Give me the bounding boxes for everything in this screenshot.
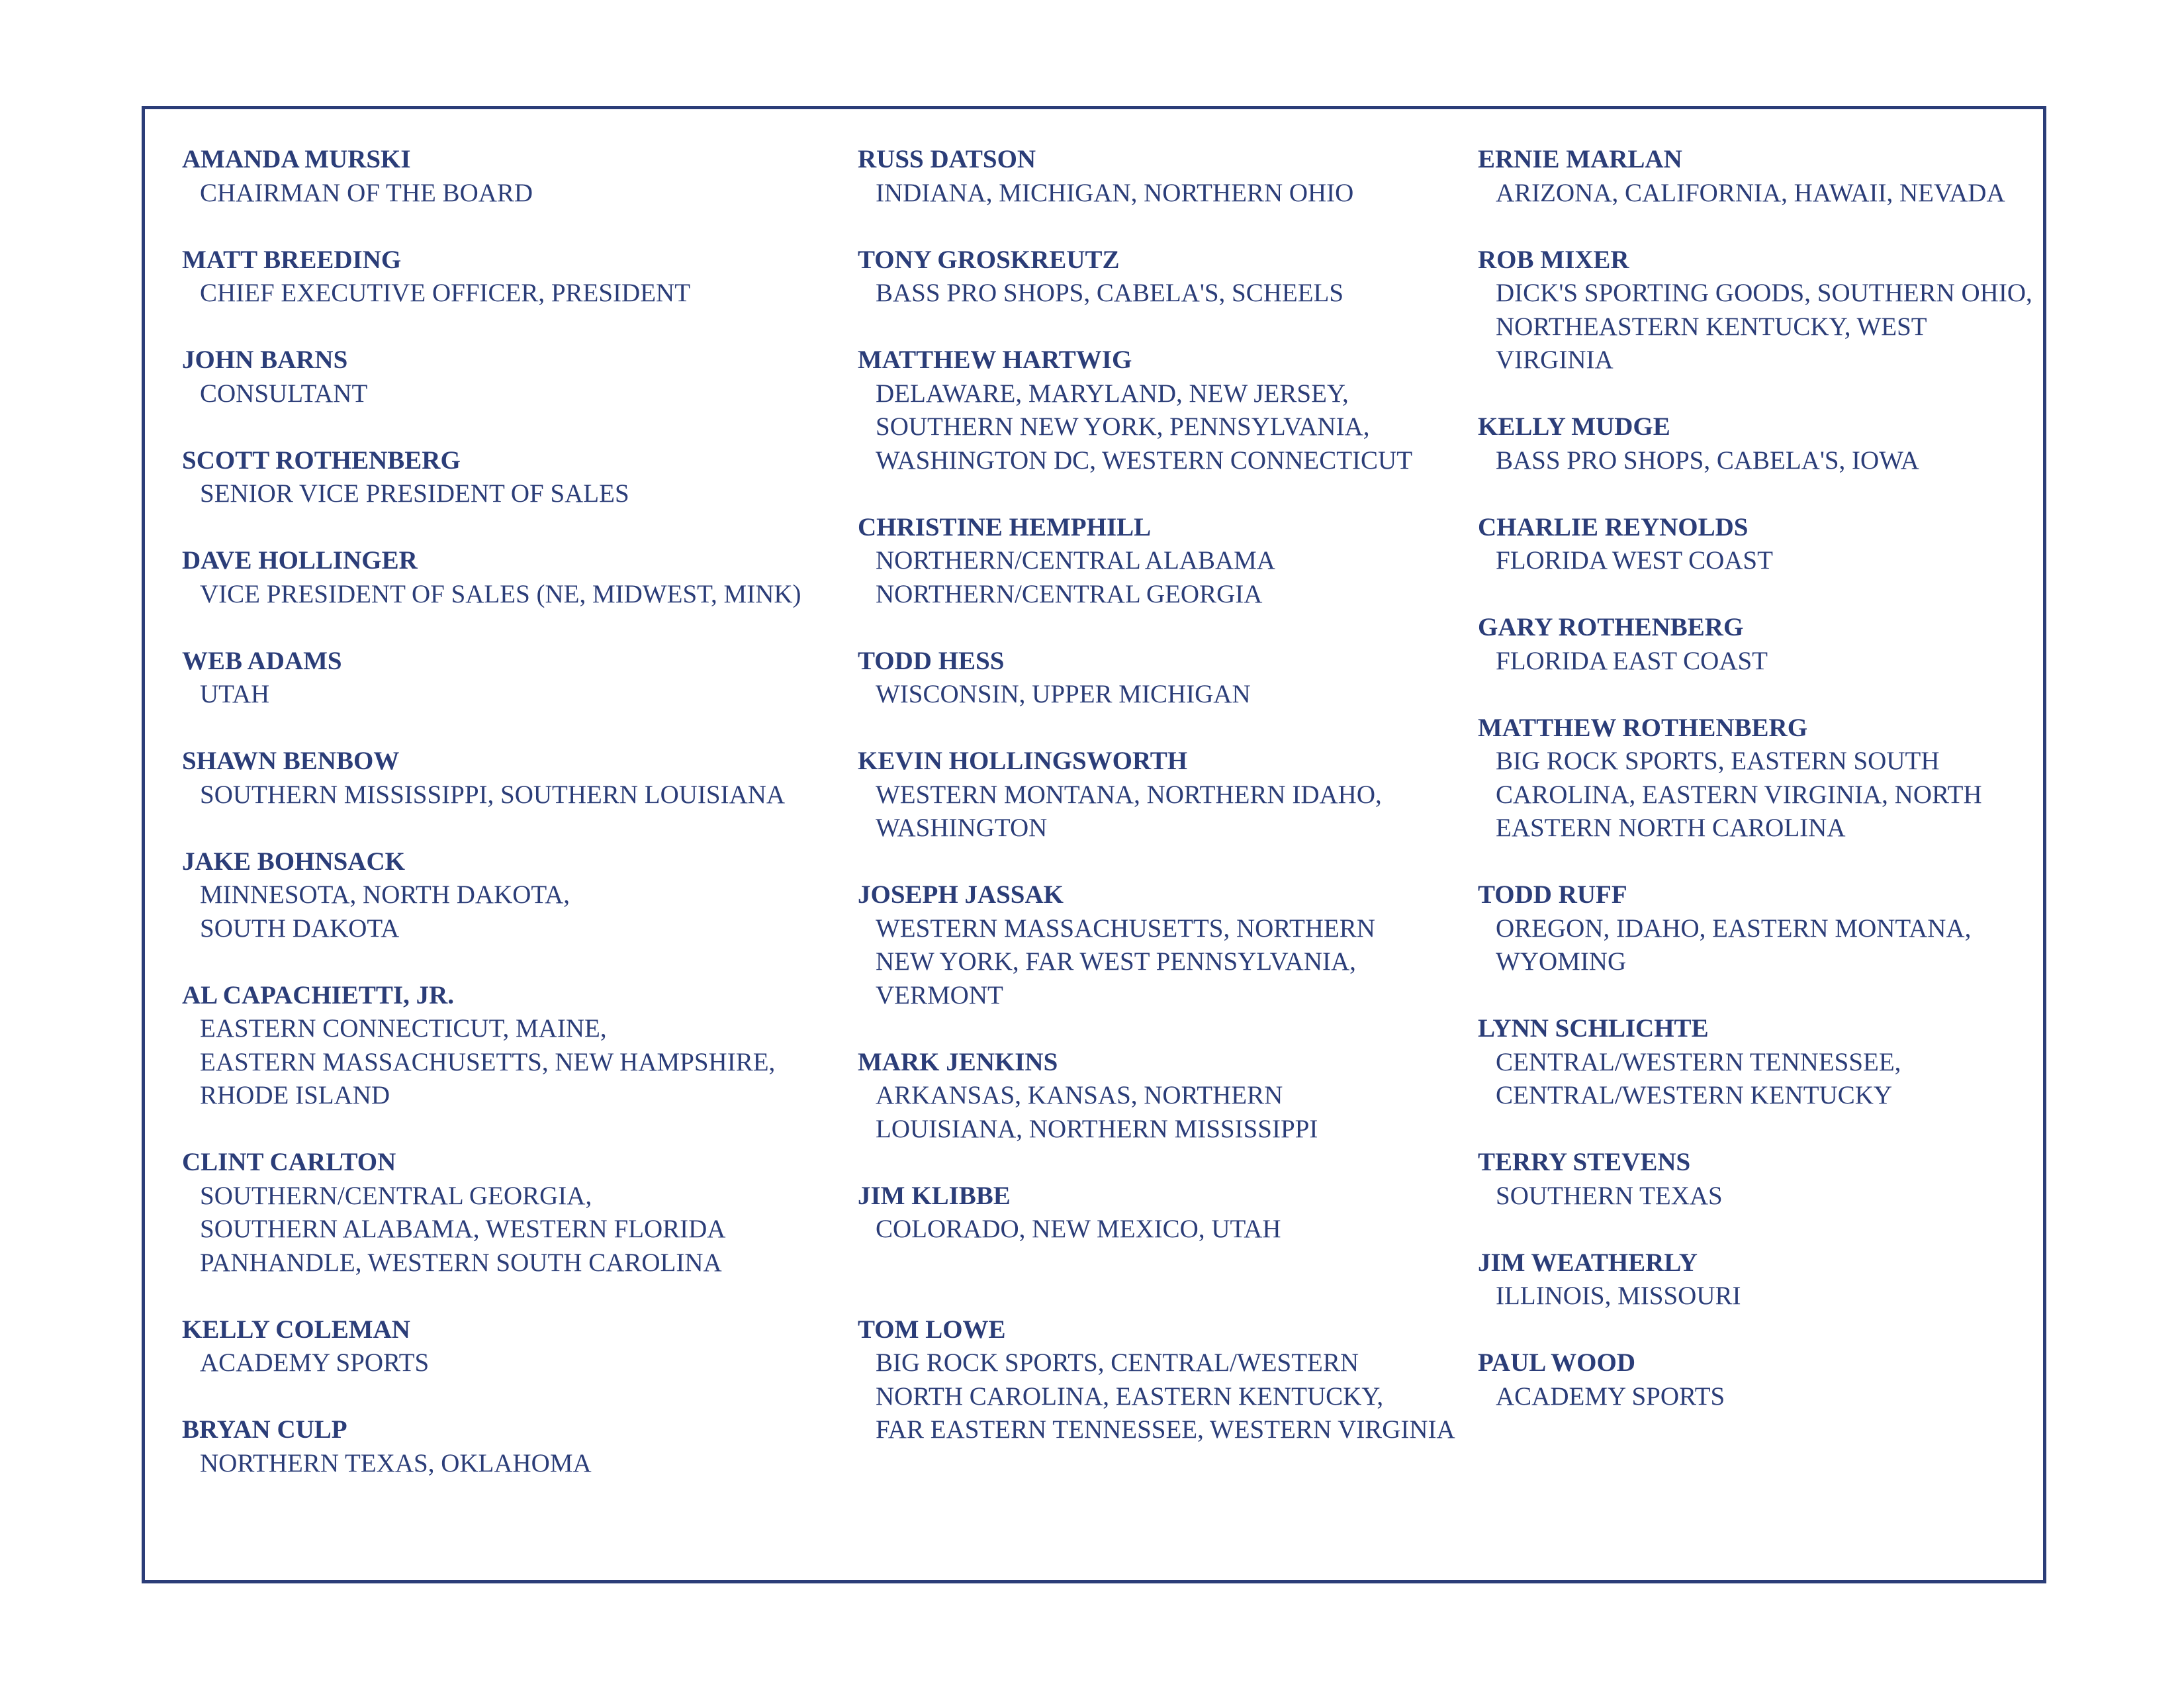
person-name: JAKE BOHNSACK bbox=[182, 847, 405, 876]
roster-entry bbox=[1478, 1012, 2032, 1113]
roster-entry bbox=[182, 1146, 801, 1280]
person-role: CHAIRMAN OF THE BOARD bbox=[200, 178, 533, 207]
person-role: ILLINOIS, MISSOURI bbox=[1496, 1282, 1741, 1310]
person-role: FLORIDA EAST COAST bbox=[1496, 646, 1768, 675]
person-role: OREGON, IDAHO, EASTERN MONTANA, WYOMING bbox=[1496, 914, 1972, 976]
person-name: GARY ROTHENBERG bbox=[1478, 613, 1744, 641]
person-role: WESTERN MONTANA, NORTHERN IDAHO, WASHINGTON bbox=[876, 780, 1382, 842]
person-name: TODD HESS bbox=[858, 646, 1005, 675]
roster-entry bbox=[1478, 143, 2032, 210]
person-name: TODD RUFF bbox=[1478, 880, 1627, 909]
roster-entry bbox=[1478, 1146, 2032, 1213]
person-name: TOM LOWE bbox=[858, 1315, 1006, 1344]
roster-entry bbox=[858, 1180, 1455, 1246]
person-name: ERNIE MARLAN bbox=[1478, 145, 1682, 173]
person-name: SCOTT ROTHENBERG bbox=[182, 445, 461, 475]
person-name: MATT BREEDING bbox=[182, 245, 402, 274]
roster-entry bbox=[1478, 878, 2032, 979]
person-role: WISCONSIN, UPPER MICHIGAN bbox=[876, 680, 1251, 708]
roster-entry bbox=[182, 244, 801, 310]
person-name: CLINT CARLTON bbox=[182, 1148, 396, 1176]
person-role: COLORADO, NEW MEXICO, UTAH bbox=[876, 1215, 1281, 1243]
person-role: MINNESOTA, NORTH DAKOTA, SOUTH DAKOTA bbox=[200, 880, 570, 943]
person-role: BIG ROCK SPORTS, EASTERN SOUTH CAROLINA, EASTERN VIRGINIA, NORTH EASTERN NORTH CAROLINA bbox=[1496, 747, 1982, 842]
person-role: UTAH bbox=[200, 680, 270, 708]
roster-entry bbox=[182, 444, 801, 511]
person-role: SOUTHERN TEXAS bbox=[1496, 1181, 1723, 1210]
roster-entry bbox=[182, 645, 801, 712]
person-role: BASS PRO SHOPS, CABELA'S, IOWA bbox=[1496, 445, 1919, 475]
person-name: CHRISTINE HEMPHILL bbox=[858, 512, 1152, 541]
roster-entry bbox=[858, 645, 1455, 712]
person-name: WEB ADAMS bbox=[182, 646, 342, 675]
person-role: DICK'S SPORTING GOODS, SOUTHERN OHIO, NORTHEASTERN KENTUCKY, WEST VIRGINIA bbox=[1496, 279, 2032, 374]
roster-entry bbox=[858, 244, 1455, 310]
person-name: JIM WEATHERLY bbox=[1478, 1248, 1698, 1277]
person-role: NORTHERN/CENTRAL ALABAMA NORTHERN/CENTRAL GEORGIA bbox=[876, 546, 1275, 608]
person-role: ARKANSAS, KANSAS, NORTHERN LOUISIANA, NORTHERN MISSISSIPPI bbox=[876, 1081, 1318, 1143]
roster-entry bbox=[182, 344, 801, 410]
person-name: KELLY COLEMAN bbox=[182, 1315, 410, 1344]
person-name: PAUL WOOD bbox=[1478, 1348, 1635, 1377]
person-name: TERRY STEVENS bbox=[1478, 1148, 1691, 1176]
person-name: KELLY MUDGE bbox=[1478, 412, 1670, 441]
person-name: KEVIN HOLLINGSWORTH bbox=[858, 747, 1188, 775]
person-role: SOUTHERN MISSISSIPPI, SOUTHERN LOUISIANA bbox=[200, 780, 786, 809]
person-role: BASS PRO SHOPS, CABELA'S, SCHEELS bbox=[876, 279, 1344, 307]
roster-entry bbox=[182, 1413, 801, 1480]
roster-entry bbox=[182, 1313, 801, 1380]
roster-entry bbox=[858, 878, 1455, 1012]
person-role: CONSULTANT bbox=[200, 379, 368, 408]
person-role: BIG ROCK SPORTS, CENTRAL/WESTERN NORTH CAROLINA, EASTERN KENTUCKY, FAR EASTERN TENNESSEE, WESTERN VIRGINIA bbox=[876, 1348, 1455, 1444]
person-role: ACADEMY SPORTS bbox=[1496, 1382, 1725, 1411]
person-role: DELAWARE, MARYLAND, NEW JERSEY, SOUTHERN NEW YORK, PENNSYLVANIA, WASHINGTON DC, WESTERN CONNECTICUT bbox=[876, 379, 1413, 475]
person-role: WESTERN MASSACHUSETTS, NORTHERN NEW YORK, FAR WEST PENNSYLVANIA, VERMONT bbox=[876, 914, 1375, 1009]
roster-column-1 bbox=[182, 143, 801, 1514]
roster-entry bbox=[858, 745, 1455, 845]
roster-entry bbox=[858, 344, 1455, 477]
person-role: VICE PRESIDENT OF SALES (NE, MIDWEST, MINK) bbox=[200, 579, 801, 608]
person-name: MATTHEW HARTWIG bbox=[858, 346, 1132, 374]
roster-entry bbox=[1478, 244, 2032, 377]
roster-entry bbox=[1478, 1246, 2032, 1313]
person-name: AL CAPACHIETTI, JR. bbox=[182, 980, 455, 1009]
person-name: JOHN BARNS bbox=[182, 346, 348, 374]
roster-column-2 bbox=[858, 143, 1455, 1480]
person-name: LYNN SCHLICHTE bbox=[1478, 1014, 1709, 1043]
roster-column-3 bbox=[1478, 143, 2032, 1447]
person-role: INDIANA, MICHIGAN, NORTHERN OHIO bbox=[876, 178, 1354, 207]
roster-entry bbox=[1478, 410, 2032, 477]
roster-entry bbox=[182, 845, 801, 946]
person-role: SOUTHERN/CENTRAL GEORGIA, SOUTHERN ALABAMA, WESTERN FLORIDA PANHANDLE, WESTERN SOUTH CAROLINA bbox=[200, 1181, 726, 1277]
person-role: ACADEMY SPORTS bbox=[200, 1348, 430, 1377]
person-name: CHARLIE REYNOLDS bbox=[1478, 512, 1749, 541]
roster-entry bbox=[182, 745, 801, 812]
person-name: AMANDA MURSKI bbox=[182, 145, 411, 173]
person-name: MATTHEW ROTHENBERG bbox=[1478, 713, 1808, 742]
roster-entry bbox=[858, 1313, 1455, 1447]
person-role: EASTERN CONNECTICUT, MAINE, EASTERN MASSACHUSETTS, NEW HAMPSHIRE, RHODE ISLAND bbox=[200, 1014, 776, 1109]
person-name: ROB MIXER bbox=[1478, 245, 1629, 274]
person-name: MARK JENKINS bbox=[858, 1047, 1058, 1076]
roster-entry bbox=[858, 511, 1455, 612]
roster-entry bbox=[858, 1046, 1455, 1147]
person-name: SHAWN BENBOW bbox=[182, 747, 400, 775]
roster-entry bbox=[1478, 1346, 2032, 1413]
roster-entry bbox=[1478, 511, 2032, 578]
roster-entry bbox=[182, 143, 801, 210]
person-role: CENTRAL/WESTERN TENNESSEE, CENTRAL/WESTERN KENTUCKY bbox=[1496, 1047, 1901, 1109]
person-role: SENIOR VICE PRESIDENT OF SALES bbox=[200, 479, 629, 508]
person-name: RUSS DATSON bbox=[858, 145, 1036, 173]
person-role: ARIZONA, CALIFORNIA, HAWAII, NEVADA bbox=[1496, 178, 2005, 207]
person-name: JOSEPH JASSAK bbox=[858, 880, 1064, 909]
person-name: JIM KLIBBE bbox=[858, 1181, 1011, 1210]
roster-entry bbox=[1478, 611, 2032, 678]
person-name: DAVE HOLLINGER bbox=[182, 546, 418, 575]
person-role: CHIEF EXECUTIVE OFFICER, PRESIDENT bbox=[200, 279, 691, 307]
person-role: FLORIDA WEST COAST bbox=[1496, 546, 1773, 575]
column-spacer bbox=[858, 1280, 1455, 1313]
roster-entry bbox=[182, 544, 801, 611]
roster-entry bbox=[182, 979, 801, 1113]
roster-entry bbox=[858, 143, 1455, 210]
person-name: TONY GROSKREUTZ bbox=[858, 245, 1120, 274]
person-role: NORTHERN TEXAS, OKLAHOMA bbox=[200, 1448, 592, 1477]
roster-entry bbox=[1478, 712, 2032, 845]
person-name: BRYAN CULP bbox=[182, 1415, 347, 1444]
